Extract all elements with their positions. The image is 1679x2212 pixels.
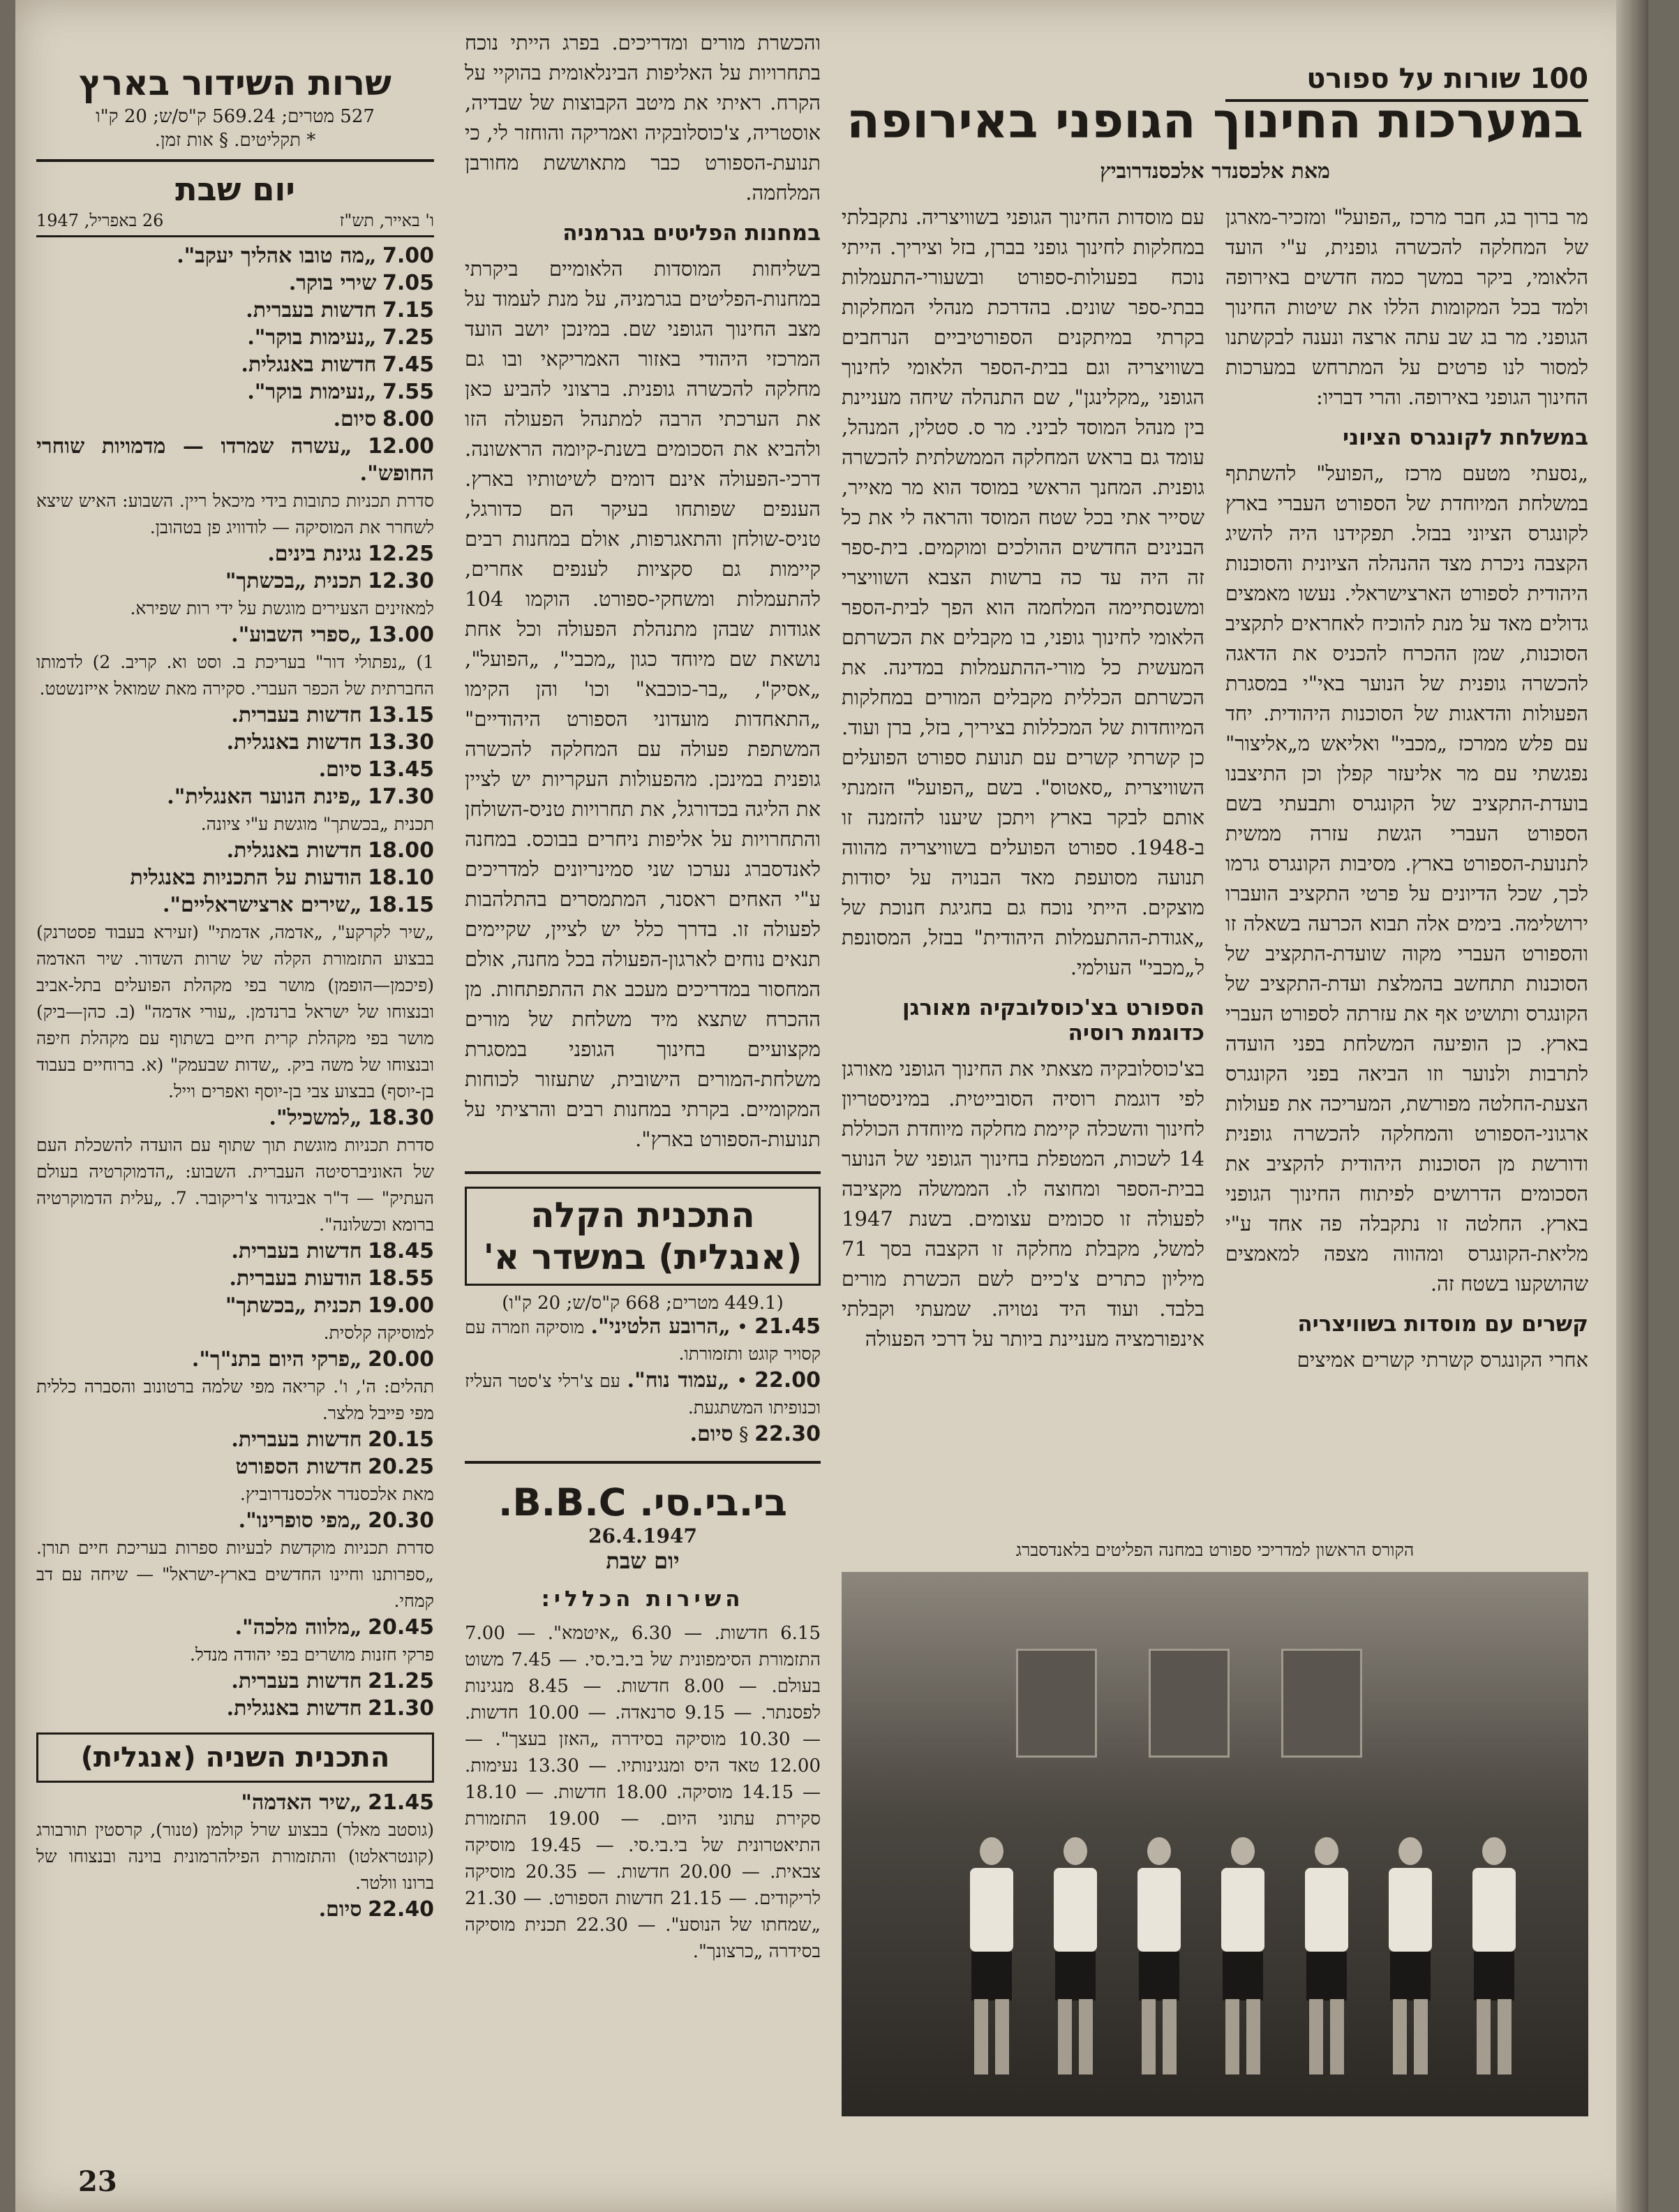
program-item: 20.30 „מפי סופרינו". סדרת תכניות מוקדשת לבעיות ספרות בעריכת חיים תורן. „ספרותנו וחיינו החדשים בארץ-ישראל" — שיחה עם דב קמחי. — [36, 1508, 434, 1611]
bbc-heading: השירות הכללי: — [541, 1587, 745, 1612]
program-item: 18.45 חדשות בעברית. — [231, 1239, 434, 1263]
bbc-day: יום שבת — [606, 1547, 680, 1574]
article-paragraph: מר ברוך בג, חבר מרכז „הפועל" ומזכיר-מארגן של המחלקה להכשרה גופנית, ע"י הועד הלאומי, ביקר במשך כמה חדשים באירופה ולמד בכל המקומות הללו את שיטות החינוך הגופני. מר בג שב עתה ארצה ונענה לבקשתנו למסור לנו פרטים על המתרחש במערכות החינוך הגופני באירופה. והרי דבריו: — [1225, 205, 1588, 409]
light-program-box — [465, 1187, 821, 1286]
athlete-figure — [1386, 1837, 1435, 2074]
second-program-box — [36, 1732, 434, 1783]
article-body-column-3 — [465, 28, 821, 1965]
bbc-title: בי.בי.סי. B.B.C. — [498, 1480, 788, 1524]
program-item: 18.55 הודעות בעברית. — [229, 1266, 434, 1291]
program-item: 18.10 הודעות על התכניות באנגלית — [130, 866, 434, 890]
article-headline: במערכות החינוך הגופני באירופה — [846, 92, 1583, 149]
article-body-column-2 — [842, 202, 1204, 1364]
article-paragraph: בשליחות המוסדות הלאומיים ביקרתי במחנות-הפליטים בגרמניה, על מנת לעמוד על מצב החינוך הגופני שם. במינכן יושב הועד המרכזי היהודי באזור האמריקאי ובו גם מחלקה להכשרה גופנית. ברצוני להביע כאן את הערכתי הרבה למתנהל הפעולה הזו ולהביא את הסכומים בשנת-קיומה הראשונה. דרכי-הפעולה אינם דומים לשיטותיו בארץ. הענפים שפותחו בעיקר הם כדורגל, טניס-שולחן והתאגרפות, אולם במחנות רבים קיימות גם סקציות לענפים אחרים, להתעמלות ומשחקי-ספורט. הוקמו 104 אגודות שבהן מתנהלת הפעולה וכל אחת נושאת שם מיוחד כגון „מכבי", „הפועל", „אסיק", „בר-כוכבא" וכו' והן הקימו „התאחדות מועדוני הספורט היהודיים" המשתפת פעולה עם המחלקה להכשרה גופנית במינכן. מהפעולות העקריות יש לציין את הליגה בכדורגל, את תחרויות טניס-השולחן והתחרויות על אליפות ניחרים בבוכס. במחנה לאנדסברג נערכו שני סמינריונים למדריכים ע"י האחים ראסנר, המתמסרים בהתלהבות לפעולה זו. בדרך כלל יש לציין, שקיימים תנאים נוחים לארגון-הפעולה בכל מחנה, אולם המחסור במדריכים מעכב את ההתפתחות. מן ההכרח שתצא מיד משלחת של מורים מקצועיים בחינוך הגופני במסגרת משלחת-המורים הישובית, שתעזור לכוחות המקומיים. בקרתי במחנות רבים והרציתי על תנועות-הספורט בארץ". — [465, 257, 821, 1151]
athlete-figure — [1302, 1837, 1351, 2074]
program-item: 21.25 חדשות בעברית. — [231, 1669, 434, 1693]
light-program-title: התכנית הקלה (אנגלית) במשדר א' — [483, 1195, 803, 1277]
program-item: 22.30 § סיום. — [689, 1422, 821, 1446]
program-item: 13.15 חדשות בעברית. — [231, 703, 434, 727]
program-item: 21.30 חדשות באנגלית. — [226, 1696, 434, 1721]
program-item: 7.45 חדשות באנגלית. — [241, 352, 434, 377]
window-shape — [1149, 1649, 1230, 1758]
athlete-figure — [1470, 1837, 1518, 2074]
program-item: 22.40 סיום. — [318, 1897, 434, 1922]
broadcast-meta: 527 מטרים; 569.24 ק"ס/ש; 20 ק"ו — [96, 106, 375, 127]
page-number: 23 — [78, 2165, 117, 2198]
program-item: 21.45 „שיר האדמה" (גוסטב מאלר) בבצוע שרל קולמן (טנור), קרסטין תורבורג (קונטראלטו) והתזמורת הפילהרמונית בוינה ובנצוחו של ברונו וולטר. — [36, 1790, 434, 1893]
program-item: 12.25 נגינת בינים. — [267, 542, 434, 566]
program-item: 13.45 סיום. — [318, 757, 434, 782]
program-item: 20.45 „מלווה מלכה". פרקי חזנות מושרים בפי יהודה מנדל. — [190, 1615, 434, 1665]
bbc-date: 26.4.1947 — [588, 1524, 697, 1547]
light-program-list — [465, 1314, 821, 1448]
program-item: 20.00 „פרקי היום בתנ"ך". תהלים: ה', ו'. קריאה מפי שלמה ברטונוב והסברה כללית מפי פייבל מלצר. — [36, 1347, 434, 1423]
program-item: 12.30 תכנית „בכשתך" למאזינים הצעירים מוגשת על ידי רות שפירא. — [130, 569, 434, 618]
program-item: 12.00 „עשרה שמרדו — מדמויות שוחרי החופש". סדרת תכניות כתובות בידי מיכאל ריין. השבוע: האיש שיצא לשחרר את המוסיקה — לודוויג פן בטהובן. — [36, 434, 435, 537]
article-paragraph: אחרי הקונגרס קשרתי קשרים אמיצים — [1297, 1348, 1588, 1372]
program-item: 20.25 חדשות הספורט מאת אלכסנדר אלכסנדרוביץ. — [235, 1455, 434, 1504]
subheading: במחנות הפליטים בגרמניה — [562, 221, 821, 246]
second-program-title: התכנית השניה (אנגלית) — [80, 1742, 390, 1774]
program-item: 19.00 תכנית „בכשתך" למוסיקה קלסית. — [225, 1293, 434, 1343]
article-paragraph: והכשרת מורים ומדריכים. בפרג הייתי נוכח בתחרויות על האליפות הבינלאומית בהוקיי על הקרח. ראיתי את מיטב הקבוצות של שבדיה, אוסטריה, צ'כוסלובקיה ואמריקה והוחזר לי, כי תנועת-הספורט כבר מתאוששת מחורבן המלחמה. — [465, 31, 821, 205]
program-item: 21.45 • „הרובע הלטיני". מוסיקה וזמרה עם קסויר קוגט ותזמורתו. — [465, 1314, 821, 1364]
athlete-figure — [1051, 1837, 1100, 2074]
article-paragraph: עם מוסדות החינוך הגופני בשוויצריה. נתקבלתי במחלקות לחינוך גופני בברן, בזל וציריך. הייתי נוכח בפעולות-ספורט ובשעורי-התעמלות בבתי-ספר שונים. בהדרכת מנהלי המחלקות בקרתי במיתקנים הספורטיביים הנרחבים בשוויצריה וגם בבית-הספר הלאומי לחינוך הגופני „מקלינגן", שם התנהלה שיחה מעניינת בין מנהל המוסד לביני. מר ס. סטלין, המנהל, עומד גם בראש המחלקה הממשלתית להכשרה גופנית. המחנך הראשי במוסד הוא מר מאייר, שסייר אתי בכל שטח המוסד והראה לי את כל הבנינים החדשים ההולכים ומוקמים. בית-ספר זה היה עד כה ברשות הצבא השוויצרי ומשנסתיימה המלחמה הוא הפך לבית-הספר הלאומי לחינוך גופני, בו מקבלים את הכשרתם המעשית כל מורי-ההתעמלות במדינה. את הכשרתם הכללית מקבלים המורים במחלקות המיוחדות של המכללות בציריך, בזל, ברן ועוד. כן קשרתי קשרים עם תנועת ספורט הפועלים השוויצרית „סאטוס". בשם „הפועל" הזמנתי אותם לבקר בארץ ויתכן שיענו להזמנה זו ב-1948. ספורט הפועלים בשוויצריה מהווה תנועה מסועפת מאד הבנויה על יסודות מוצקים. הייתי נוכח גם בחגיגת חנוכת של „אגודת-ההתעמלות היהודית" בבזל, המסונפת ל„מכבי" העולמי. — [842, 205, 1204, 979]
program-item: 7.05 שירי בוקר. — [288, 271, 434, 295]
subheading: קשרים עם מוסדות בשוויצריה — [1297, 1312, 1588, 1337]
broadcast-legend: * תקליטים. § אות זמן. — [154, 130, 316, 151]
athlete-figure — [1218, 1837, 1267, 2074]
broadcast-title: שרות השידור בארץ — [79, 63, 391, 103]
program-item: 13.30 חדשות באנגלית. — [226, 730, 434, 755]
divider — [36, 159, 434, 162]
section-kicker: 100 שורות על ספורט — [1225, 63, 1588, 102]
divider — [465, 1171, 821, 1174]
day-date: ו' באייר, תש"ז 26 באפריל, 1947 — [36, 211, 434, 237]
magazine-page — [15, 0, 1648, 2212]
article-paragraph: בצ'כוסלובקיה מצאתי את החינוך הגופני מאורגן לפי דוגמת רוסיה הסובייטית. במיניסטריון לחינוך והשכלה קיימת מחלקה מיוחדת הכוללת 14 לשכות, המטפלת בחינוך הגופני של הנוער בבית-הספר ומחוצה לו. הממשלה מקציבה לפעולה זו סכומים עצומים. בשנת 1947 למשל, מקבלת מחלקה זו הקצבה בסך 71 מיליון כתרים צ'כיים לשם הכשרת מורים בלבד. ועוד היד נטויה. שמעתי וקבלתי אינפורמציה מעניינת ביותר על דרכי הפעולה — [842, 1057, 1204, 1351]
light-program-meta: (449.1 מטרים; 668 ק"ס/ש; 20 ק"ו) — [502, 1293, 784, 1314]
window-shape — [1281, 1649, 1362, 1758]
photo-caption: הקורס הראשון למדריכי ספורט במחנה הפליטים בלאנדסברג — [1015, 1540, 1415, 1560]
program-item: 7.25 „נעימות בוקר". — [247, 325, 434, 350]
program-item: 7.15 חדשות בעברית. — [246, 298, 434, 322]
article-body-column-1 — [1225, 202, 1588, 1385]
article-byline: מאת אלכסנדר אלכסנדרוביץ — [1100, 159, 1330, 184]
broadcast-column — [36, 56, 434, 1924]
window-shape — [1016, 1649, 1097, 1758]
program-item: 13.00 „ספרי השבוע". 1) „נפתולי דור" בעריכת ב. וסט וא. קריב. 2) לדמותו החברתית של הכפר העברי. סקירה מאת שמואל אייזנשטט. — [36, 623, 434, 699]
program-item: 7.55 „נעימות בוקר". — [247, 380, 434, 404]
program-item: 18.00 חדשות באנגלית. — [226, 838, 434, 863]
program-item: 18.30 „למשכיל". סדרת תכניות מוגשת תוך שתוף עם הועדה להשכלת העם של האוניברסיטה העברית. השבוע: „הדמוקרטיה בעולם העתיק" — ד"ר אביגדור צ'ריקובר. 7. „עלית הדמוקרטיה ברומא וכשלונה". — [36, 1106, 435, 1235]
subheading: במשלחת לקונגרס הציוני — [1343, 425, 1588, 450]
athlete-figure — [967, 1837, 1016, 2074]
second-program-list — [36, 1790, 434, 1924]
program-item: 18.15 „שירים ארצישראליים". „שיר לקרקע", „אדמה, אדמתי" (זעירא בעבוד פסטרנק) בבצוע התזמורת הקלה של שרות השדור. שיר האדמה (פיכמן—הופמן) מושר בפי מקהלת הפועלים בתל-אביב ובנצוחו של ישראל ברנדמן. „עורי אדמה" (ב. כהן—ביק) מושר בפי מקהלת קרית חיים בשתוף עם מקהלת חיפה ובנצוחו של משה ביק. „שדות שבעמק" (א. ברוחיים בעבוד בן-יוסף) בבצוע צבי בן-יוסף ואפרים וייל. — [36, 893, 434, 1101]
program-item: 7.00 „מה טובו אהליך יעקב". — [177, 244, 434, 268]
bbc-schedule: 6.15 חדשות. — 6.30 „איטמא". — 7.00 התזמורת הסימפונית של בי.בי.סי. — 7.45 משוט בעולם. — 8.00 חדשות. — 8.45 מנגינות לפסנתר. — 9.15 סרנאדה. — 10.00 חדשות. — 10.30 מוסיקה בסידרה „האזן בעצך". — 12.00 טאד היס ומנגינותיו. — 13.30 נעימות. — 14.15 מוסיקה. 18.00 חדשות. — 18.10 סקירת עתוני היום. — 19.00 התזמורת התיאטרונית של בי.בי.סי. — 19.45 מוסיקה צבאית. — 20.00 חדשות. — 20.35 מוסיקה לריקודים. — 21.15 חדשות הספורט. — 21.30 „שמחתו של הנוסע". — 22.30 תכנית מוסיקה בסידרה „כרצונך". — [465, 1623, 821, 1962]
program-item: 8.00 סיום. — [333, 407, 434, 431]
article-paragraph: „נסעתי מטעם מרכז „הפועל" להשתתף במשלחת המיוחדת של הספורט העברי בארץ לקונגרס הציוני בבזל. תפקידנו היה להשיג הקצבה ניכרת מצד ההנהלה הציונית והסוכנות היהודית לספורט הארצישראלי. נעשו מאמצים גדולים מאד על מנת להוכיח לאחראים לתקציב הסוכנות, שמן ההכרח להכניס את הדאגה להכשרה גופנית של הנוער באי"י במסגרת הפעולות והדאגות של הסוכנות היהודית. יחד עם פלש ממרכז „מכבי" ואליאש מ„אליצור" נפגשתי עם מר אליעזר קפלן וכן התיצבנו בועדת-התקציב של הקונגרס ותבעתי בשם הספורט העברי הגשת עזרה ממשית לתנועת-הספורט בארץ. מסיבות הקונגרס גרמו לכך, שכל הדיונים על פרטי התקציב הועברו ירושלימה. בימים אלה תבוא הכרעה בשאלה זו והספורט העברי מקוה שועדת-התקציב של הסוכנות תתחשב בהמלצת ועדת-התקציב של הקונגרס ותושיט אף את עזרתה לספורט העברי בארץ. כן הופיעה המשלחת בפני הועדה לתרבות ולנוער וזו הביאה בפני הקונגרס הצעת-החלטה מפורשת, המעריכה את פעולות ארגוני-הספורט והמחלקה להכשרה גופנית ודורשת מן הסוכנות היהודית להקציב את הסכומים הדרושים לפיתוח החינוך הגופני בארץ. החלטה זו נתקבלה פה אחד ע"י מליאת-הקונגרס ומהווה מצפה למאמצים שהושקעו בשטח זה. — [1225, 461, 1588, 1296]
program-item: 17.30 „פינת הנוער האנגלית". תכנית „בכשתך" מוגשת ע"י ציונה. — [167, 785, 434, 834]
marching-athletes-photo — [842, 1572, 1588, 2116]
subheading: הספורט בצ'כוסלובקיה מאורגן כדוגמת רוסיה — [902, 995, 1204, 1046]
athlete-figure — [1135, 1837, 1184, 2074]
program-item: 20.15 חדשות בעברית. — [231, 1427, 434, 1452]
program-item: 22.00 • „עמוד נוח". עם צ'רלי צ'סטר העליז וכנופיתו המשתגעת. — [465, 1368, 821, 1418]
page-fold — [1616, 0, 1648, 2212]
broadcast-list — [36, 243, 434, 1723]
day-title: יום שבת — [175, 170, 295, 208]
divider — [465, 1461, 821, 1464]
